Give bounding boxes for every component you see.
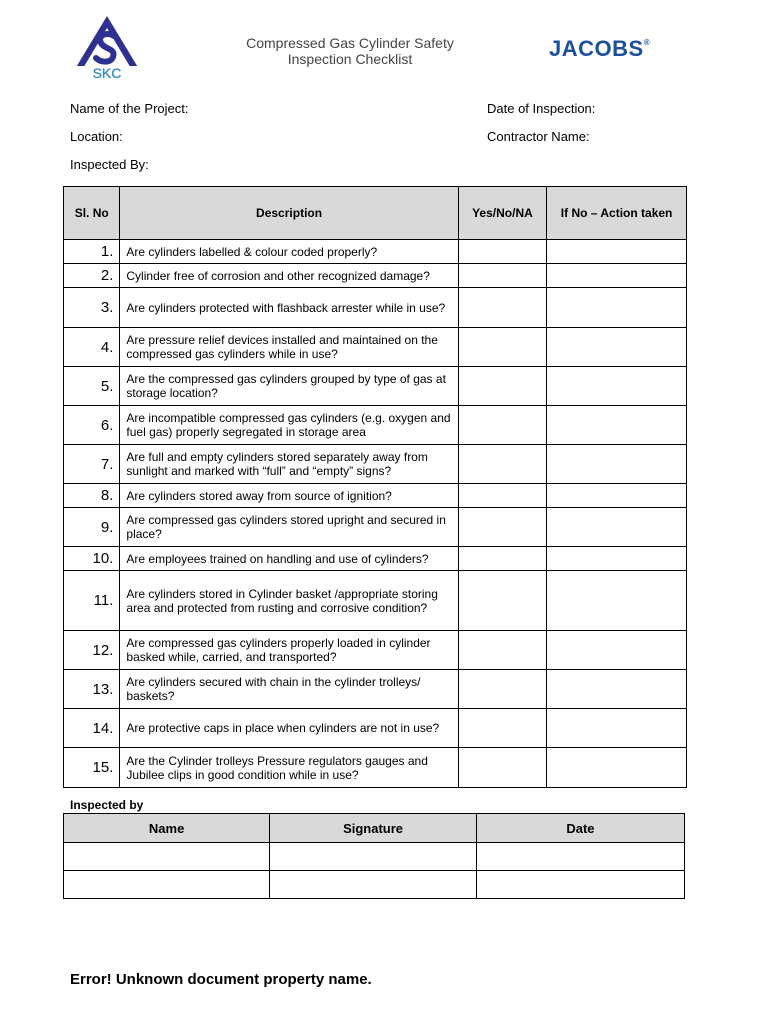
inspection-date-field: Date of Inspection: xyxy=(487,101,596,116)
row-number: 1. xyxy=(64,240,120,264)
row-description: Are cylinders secured with chain in the cylinder trolleys/ baskets? xyxy=(120,670,458,709)
action-taken-cell[interactable] xyxy=(547,445,687,484)
row-number: 15. xyxy=(64,748,120,788)
row-number: 11. xyxy=(64,571,120,631)
signoff-row xyxy=(64,843,685,871)
jacobs-logo-text: JACOBS xyxy=(549,36,644,61)
date-cell[interactable] xyxy=(476,843,684,871)
table-row xyxy=(64,288,687,328)
registered-mark: ® xyxy=(643,38,651,47)
action-taken-cell[interactable] xyxy=(547,709,687,748)
table-row xyxy=(64,547,687,571)
table-row xyxy=(64,445,687,484)
date-cell[interactable] xyxy=(476,871,684,899)
inspected-by-label: Inspected by xyxy=(70,798,144,812)
row-description: Are compressed gas cylinders stored upright and secured in place? xyxy=(120,508,458,547)
header-date: Date xyxy=(476,814,684,843)
row-description: Are cylinders stored in Cylinder basket /appropriate storing area and protected from rusting and corrosive condition? xyxy=(120,571,458,631)
yes-no-na-cell[interactable] xyxy=(458,631,546,670)
action-taken-cell[interactable] xyxy=(547,748,687,788)
row-number: 7. xyxy=(64,445,120,484)
row-number: 8. xyxy=(64,484,120,508)
project-name-field: Name of the Project: xyxy=(70,101,189,116)
row-description: Are protective caps in place when cylinders are not in use? xyxy=(120,709,458,748)
action-taken-cell[interactable] xyxy=(547,670,687,709)
checklist-header-row xyxy=(64,187,687,240)
yes-no-na-cell[interactable] xyxy=(458,508,546,547)
header-name: Name xyxy=(64,814,270,843)
row-description: Are the Cylinder trolleys Pressure regulators gauges and Jubilee clips in good condition while in use? xyxy=(120,748,458,788)
yes-no-na-cell[interactable] xyxy=(458,328,546,367)
action-taken-cell[interactable] xyxy=(547,508,687,547)
contractor-name-field: Contractor Name: xyxy=(487,129,590,144)
yes-no-na-cell[interactable] xyxy=(458,445,546,484)
action-taken-cell[interactable] xyxy=(547,264,687,288)
row-description: Are the compressed gas cylinders grouped by type of gas at storage location? xyxy=(120,367,458,406)
row-number: 9. xyxy=(64,508,120,547)
row-number: 5. xyxy=(64,367,120,406)
row-description: Are employees trained on handling and use of cylinders? xyxy=(120,547,458,571)
table-row xyxy=(64,670,687,709)
location-field: Location: xyxy=(70,129,123,144)
table-row xyxy=(64,748,687,788)
row-number: 3. xyxy=(64,288,120,328)
row-description: Are cylinders stored away from source of ignition? xyxy=(120,484,458,508)
table-row xyxy=(64,484,687,508)
yes-no-na-cell[interactable] xyxy=(458,547,546,571)
table-row xyxy=(64,367,687,406)
skc-logo xyxy=(70,14,144,80)
yes-no-na-cell[interactable] xyxy=(458,367,546,406)
signature-cell[interactable] xyxy=(270,871,477,899)
action-taken-cell[interactable] xyxy=(547,288,687,328)
table-row xyxy=(64,264,687,288)
row-number: 10. xyxy=(64,547,120,571)
action-taken-cell[interactable] xyxy=(547,484,687,508)
row-number: 12. xyxy=(64,631,120,670)
document-property-error: Error! Unknown document property name. xyxy=(70,971,372,988)
action-taken-cell[interactable] xyxy=(547,240,687,264)
page-header xyxy=(0,0,768,90)
signoff-table xyxy=(63,813,685,899)
table-row xyxy=(64,631,687,670)
row-description: Are cylinders protected with flashback arrester while in use? xyxy=(120,288,458,328)
row-number: 4. xyxy=(64,328,120,367)
skc-logo-text: SKC xyxy=(92,65,122,80)
header-yes-no-na: Yes/No/NA xyxy=(458,187,546,240)
yes-no-na-cell[interactable] xyxy=(458,748,546,788)
document-title xyxy=(200,35,500,67)
row-description: Are compressed gas cylinders properly loaded in cylinder basked while, carried, and transported? xyxy=(120,631,458,670)
table-row xyxy=(64,406,687,445)
row-description: Are incompatible compressed gas cylinders (e.g. oxygen and fuel gas) properly segregated in storage area xyxy=(120,406,458,445)
yes-no-na-cell[interactable] xyxy=(458,406,546,445)
row-number: 6. xyxy=(64,406,120,445)
action-taken-cell[interactable] xyxy=(547,547,687,571)
action-taken-cell[interactable] xyxy=(547,571,687,631)
row-number: 13. xyxy=(64,670,120,709)
row-number: 2. xyxy=(64,264,120,288)
jacobs-logo xyxy=(549,36,650,62)
header-action-taken: If No – Action taken xyxy=(547,187,687,240)
table-row xyxy=(64,709,687,748)
signoff-header-row xyxy=(64,814,685,843)
yes-no-na-cell[interactable] xyxy=(458,288,546,328)
row-description: Are full and empty cylinders stored separately away from sunlight and marked with “full” and “empty” signs? xyxy=(120,445,458,484)
signoff-row xyxy=(64,871,685,899)
yes-no-na-cell[interactable] xyxy=(458,240,546,264)
title-line-2: Inspection Checklist xyxy=(287,51,413,67)
action-taken-cell[interactable] xyxy=(547,631,687,670)
signature-cell[interactable] xyxy=(270,843,477,871)
name-cell[interactable] xyxy=(64,871,270,899)
yes-no-na-cell[interactable] xyxy=(458,709,546,748)
row-description: Are pressure relief devices installed and maintained on the compressed gas cylinders while in use? xyxy=(120,328,458,367)
table-row xyxy=(64,508,687,547)
header-signature: Signature xyxy=(270,814,477,843)
row-description: Cylinder free of corrosion and other recognized damage? xyxy=(120,264,458,288)
header-description: Description xyxy=(120,187,458,240)
yes-no-na-cell[interactable] xyxy=(458,264,546,288)
yes-no-na-cell[interactable] xyxy=(458,484,546,508)
action-taken-cell[interactable] xyxy=(547,406,687,445)
title-line-1: Compressed Gas Cylinder Safety xyxy=(246,35,454,51)
action-taken-cell[interactable] xyxy=(547,367,687,406)
yes-no-na-cell[interactable] xyxy=(458,571,546,631)
name-cell[interactable] xyxy=(64,843,270,871)
table-row xyxy=(64,571,687,631)
action-taken-cell[interactable] xyxy=(547,328,687,367)
table-row xyxy=(64,240,687,264)
row-description: Are cylinders labelled & colour coded properly? xyxy=(120,240,458,264)
header-sl-no: Sl. No xyxy=(64,187,120,240)
table-row xyxy=(64,328,687,367)
yes-no-na-cell[interactable] xyxy=(458,670,546,709)
inspected-by-field: Inspected By: xyxy=(70,157,149,172)
row-number: 14. xyxy=(64,709,120,748)
checklist-table xyxy=(63,186,687,788)
